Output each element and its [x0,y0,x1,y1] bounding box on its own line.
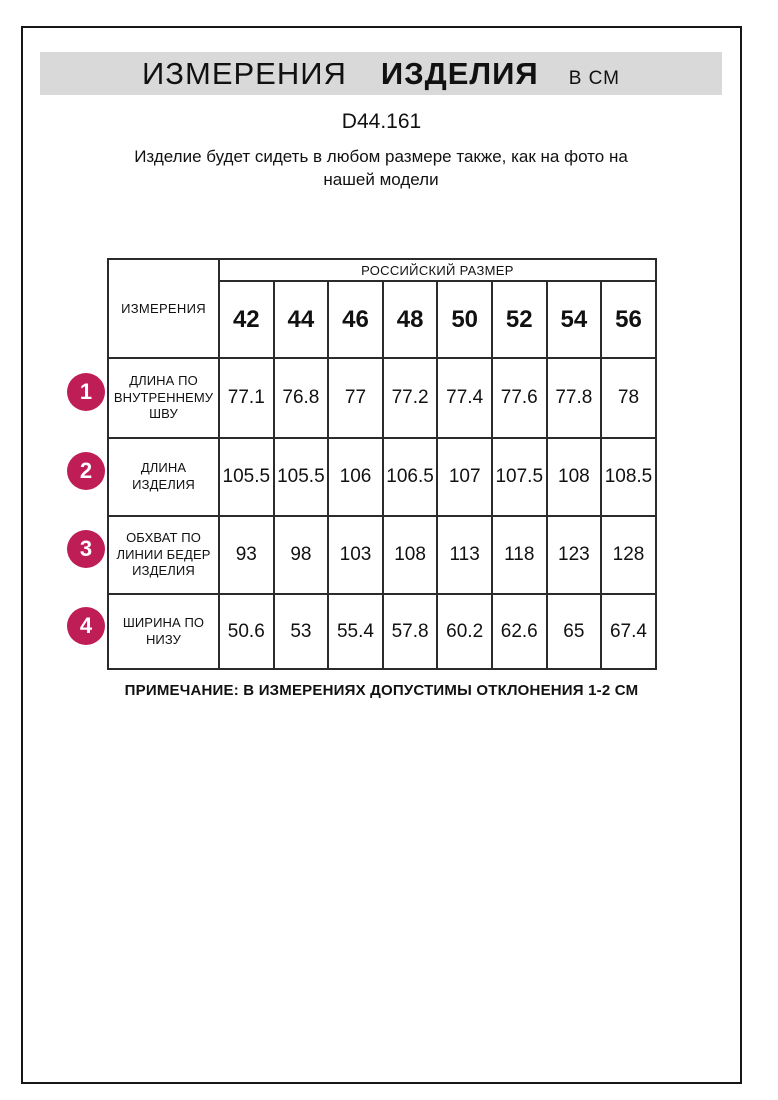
measurement-label: ДЛИНА ПО ВНУТРЕННЕМУ ШВУ [108,358,219,438]
value-cell: 55.4 [328,594,383,669]
size-header: 48 [383,281,438,358]
row-number-badge-2: 2 [67,452,105,490]
value-cell: 67.4 [601,594,656,669]
measurement-label: ОБХВАТ ПО ЛИНИИ БЕДЕР ИЗДЕЛИЯ [108,516,219,594]
value-cell: 105.5 [274,438,329,516]
size-table [107,258,657,670]
page-title-measurements: ИЗМЕРЕНИЯ [142,56,347,91]
value-cell: 108 [383,516,438,594]
value-cell: 106 [328,438,383,516]
value-cell: 50.6 [219,594,274,669]
value-cell: 77.1 [219,358,274,438]
size-header: 42 [219,281,274,358]
value-cell: 62.6 [492,594,547,669]
page-title-product: ИЗДЕЛИЯ [380,56,539,91]
value-cell: 77.2 [383,358,438,438]
value-cell: 118 [492,516,547,594]
table-row-bottom-width [108,594,656,669]
page-title-unit: В СМ [568,68,620,89]
value-cell: 77.8 [547,358,602,438]
value-cell: 77.6 [492,358,547,438]
size-header: 46 [328,281,383,358]
value-cell: 57.8 [383,594,438,669]
value-cell: 65 [547,594,602,669]
row-number-badge-3: 3 [67,530,105,568]
value-cell: 60.2 [437,594,492,669]
product-code: D44.161 [341,110,422,133]
value-cell: 98 [274,516,329,594]
row-number-badge-1: 1 [67,373,105,411]
value-cell: 113 [437,516,492,594]
row-number-badge-4: 4 [67,607,105,645]
size-header: 44 [274,281,329,358]
value-cell: 93 [219,516,274,594]
value-cell: 77.4 [437,358,492,438]
value-cell: 107 [437,438,492,516]
value-cell: 53 [274,594,329,669]
value-cell: 108.5 [601,438,656,516]
measurement-label: ШИРИНА ПО НИЗУ [108,594,219,669]
value-cell: 107.5 [492,438,547,516]
table-corner-header: ИЗМЕРЕНИЯ [108,259,219,358]
table-row-hip-girth [108,516,656,594]
value-cell: 78 [601,358,656,438]
value-cell: 103 [328,516,383,594]
table-row-inseam-length [108,358,656,438]
title-bar [40,52,722,95]
table-row-garment-length [108,438,656,516]
size-header: 50 [437,281,492,358]
value-cell: 123 [547,516,602,594]
tolerance-note: ПРИМЕЧАНИЕ: В ИЗМЕРЕНИЯХ ДОПУСТИМЫ ОТКЛОНЕНИЯ 1-2 СМ [124,682,639,699]
value-cell: 105.5 [219,438,274,516]
value-cell: 76.8 [274,358,329,438]
size-header: 52 [492,281,547,358]
value-cell: 128 [601,516,656,594]
value-cell: 108 [547,438,602,516]
value-cell: 77 [328,358,383,438]
fit-subtitle: Изделие будет сидеть в любом размере также, как на фото на нашей модели [134,147,628,189]
size-header: 56 [601,281,656,358]
measurement-label: ДЛИНА ИЗДЕЛИЯ [108,438,219,516]
table-group-header: РОССИЙСКИЙ РАЗМЕР [219,259,656,281]
value-cell: 106.5 [383,438,438,516]
size-header: 54 [547,281,602,358]
